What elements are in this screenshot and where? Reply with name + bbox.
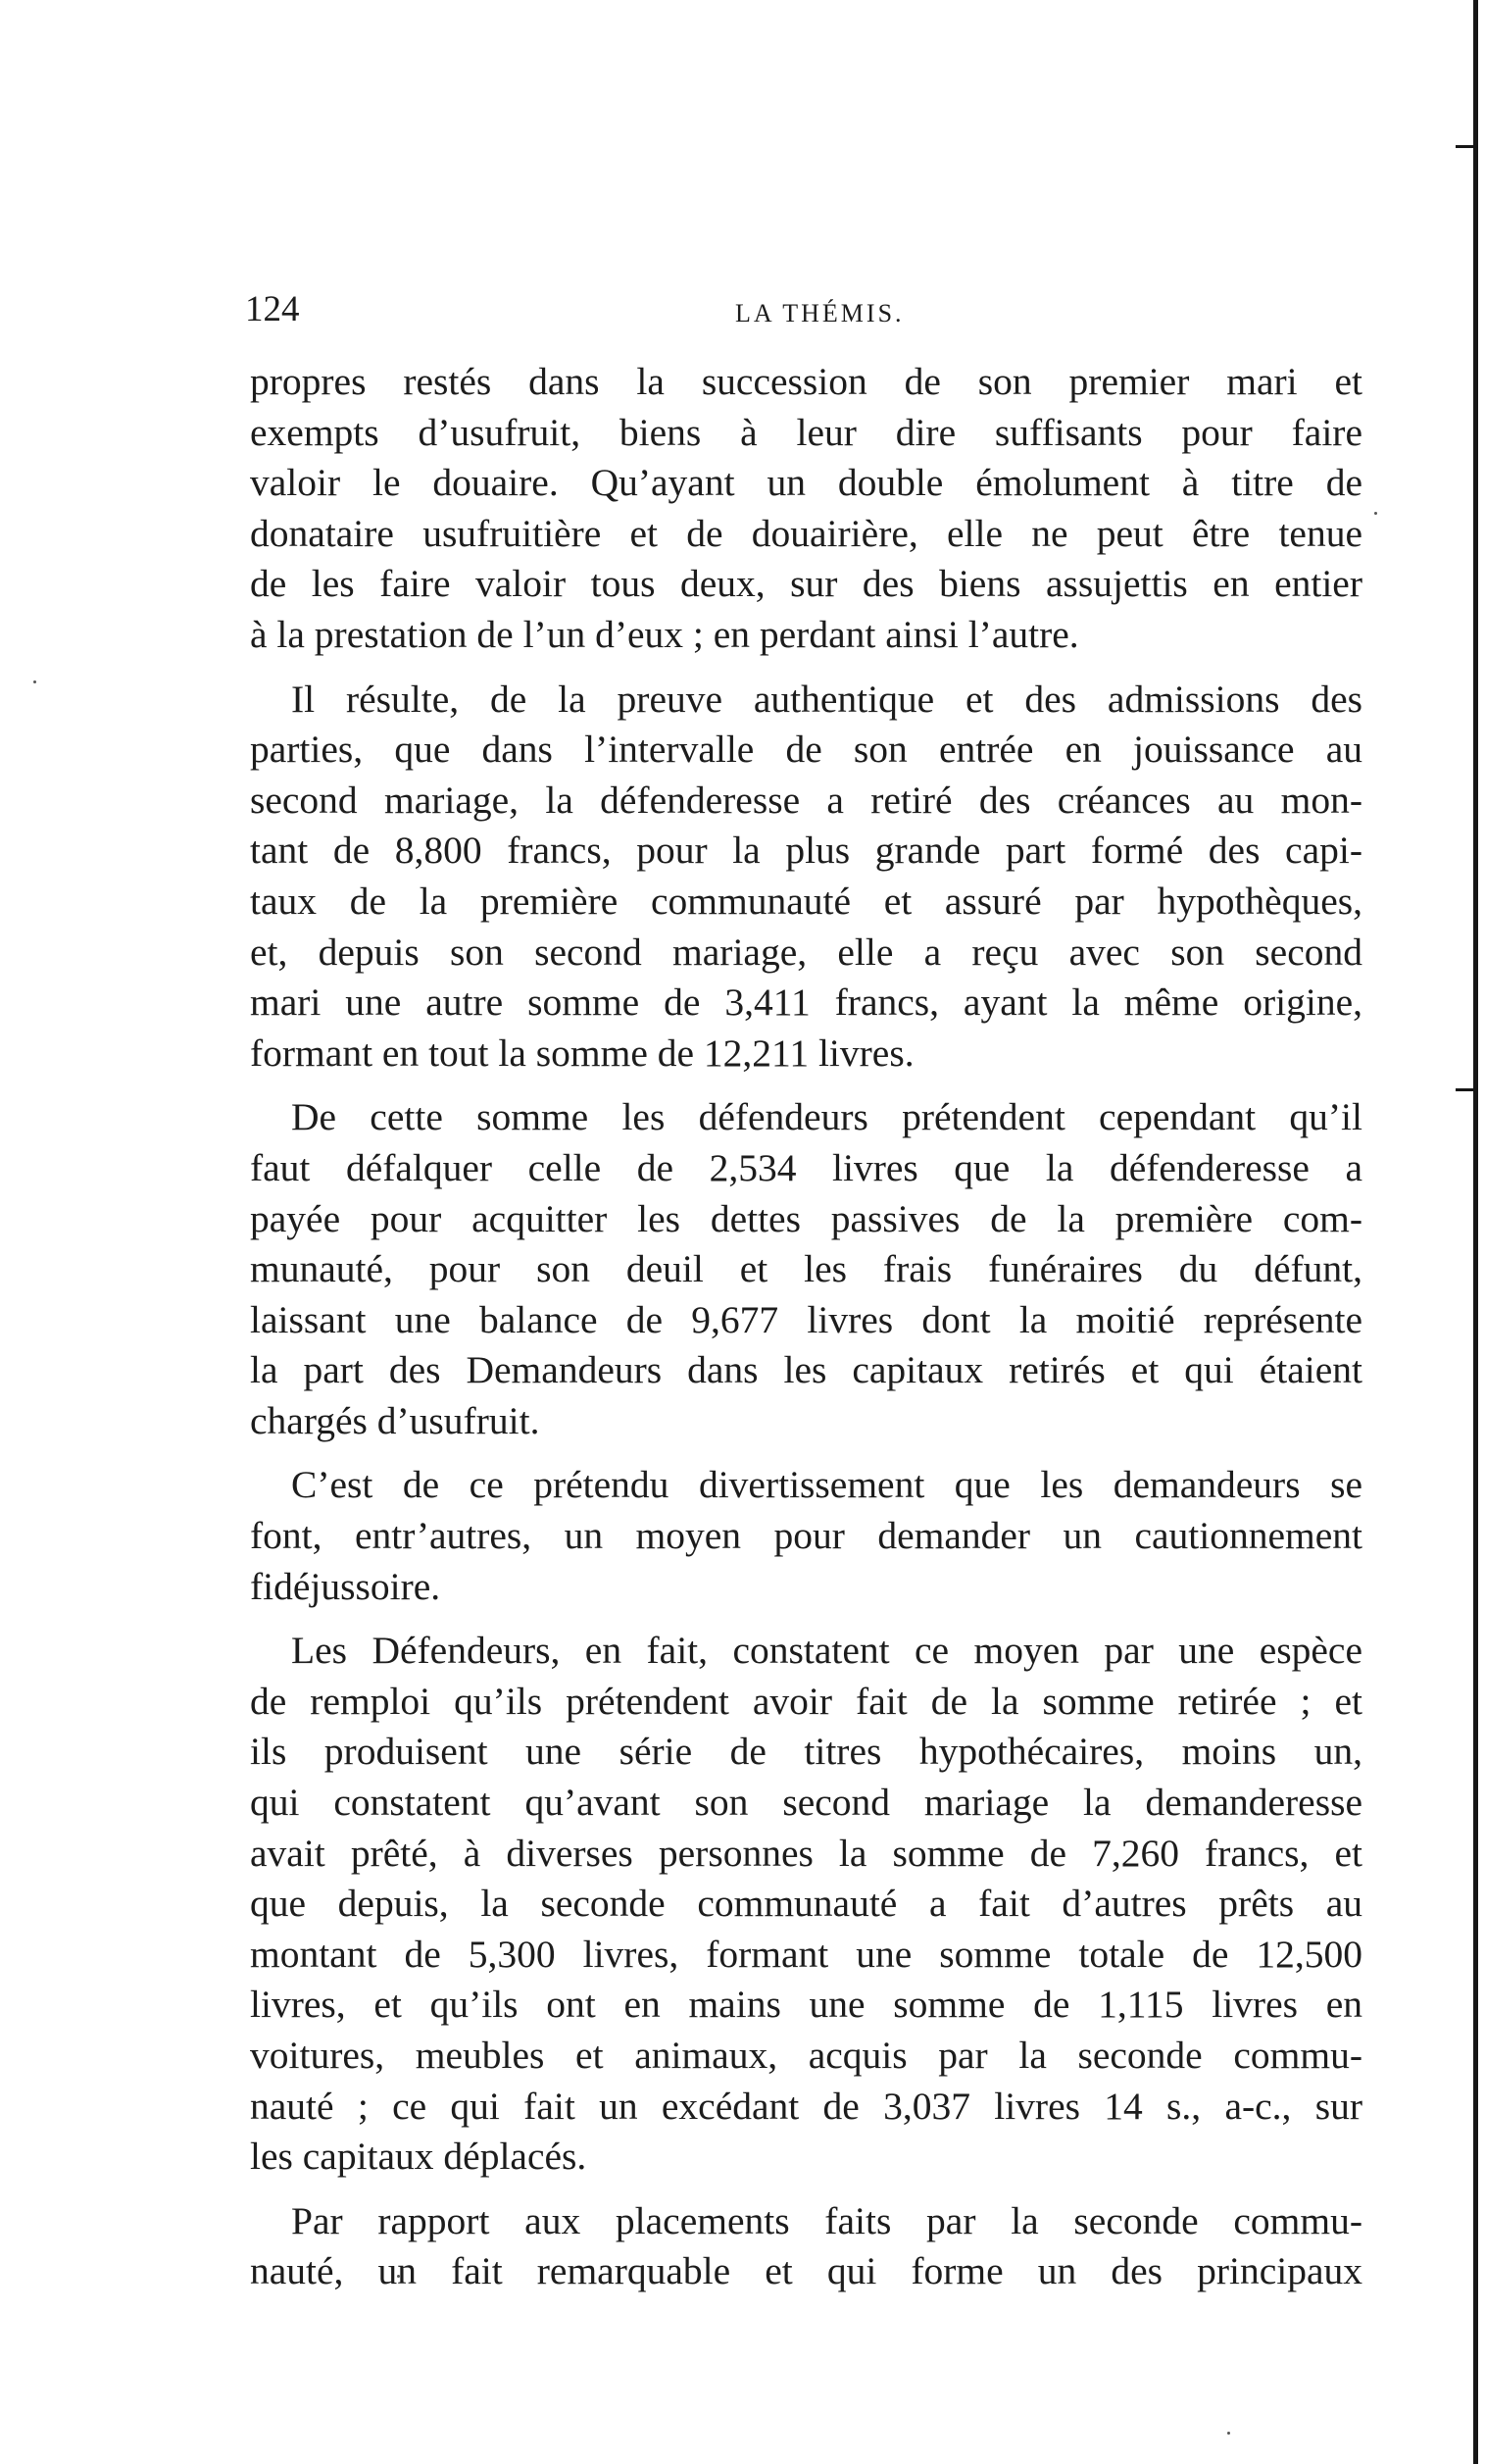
text-line: fidéjussoire.	[250, 1564, 441, 1608]
page-header	[0, 284, 1485, 335]
text-line: second mariage, la défenderesse a retiré des créances au mon-	[250, 778, 1362, 822]
body-text	[250, 357, 1362, 2297]
edge-tick-mark	[1456, 145, 1473, 148]
text-line: faut défalquer celle de 2,534 livres que la défenderesse a	[250, 1145, 1362, 1189]
text-line: chargés d’usufruit.	[250, 1398, 540, 1442]
text-line: tant de 8,800 francs, pour la plus grande part formé des capi-	[250, 829, 1362, 873]
text-line: à la prestation de l’un d’eux ; en perdant ainsi l’autre.	[250, 612, 1079, 656]
page-edge-rule	[1473, 0, 1478, 2464]
text-line: voitures, meubles et animaux, acquis par la seconde commu-	[250, 2034, 1362, 2077]
text-line: parties, que dans l’intervalle de son entrée en jouissance au	[250, 728, 1362, 772]
text-line: Les Défendeurs, en fait, constatent ce moyen par une espèce	[291, 1629, 1362, 1673]
text-line: formant en tout la somme de 12,211 livres.	[250, 1031, 915, 1075]
text-line: valoir le douaire. Qu’ayant un double émolument à titre de	[250, 461, 1362, 505]
text-line: laissant une balance de 9,677 livres dont la moitié représente	[250, 1297, 1362, 1341]
text-line: propres restés dans la succession de son premier mari et	[250, 360, 1362, 403]
text-line: les capitaux déplacés.	[250, 2135, 587, 2179]
text-line: ils produisent une série de titres hypothécaires, moins un,	[250, 1730, 1362, 1774]
text-line: qui constatent qu’avant son second mariage la demanderesse	[250, 1781, 1362, 1825]
text-line: C’est de ce prétendu divertissement que les demandeurs se	[291, 1463, 1362, 1507]
text-line: de remploi qu’ils prétendent avoir fait de la somme retirée ; et	[250, 1679, 1362, 1723]
text-line: la part des Demandeurs dans les capitaux retirés et qui étaient	[250, 1348, 1362, 1392]
stray-ink-mark	[33, 680, 36, 683]
text-line: et, depuis son second mariage, elle a reçu avec son second	[250, 930, 1362, 974]
stray-ink-mark	[1374, 512, 1377, 515]
text-line: munauté, pour son deuil et les frais funéraires du défunt,	[250, 1247, 1362, 1291]
text-line: Par rapport aux placements faits par la seconde commu-	[291, 2198, 1362, 2242]
text-line: taux de la première communauté et assuré par hypothèques,	[250, 879, 1362, 923]
text-line: font, entr’autres, un moyen pour demander un cautionnement	[250, 1514, 1362, 1558]
text-line: que depuis, la seconde communauté a fait d’autres prêts au	[250, 1882, 1362, 1926]
text-line: nauté, un fait remarquable et qui forme un des principaux	[250, 2249, 1362, 2293]
page-number: 124	[245, 289, 300, 329]
text-line: montant de 5,300 livres, formant une somme totale de 12,500	[250, 1932, 1362, 1976]
text-line: payée pour acquitter les dettes passives de la première com-	[250, 1196, 1362, 1240]
text-line: de les faire valoir tous deux, sur des biens assujettis en entier	[250, 562, 1362, 606]
text-line: mari une autre somme de 3,411 francs, ayant la même origine,	[250, 981, 1362, 1025]
text-line: donataire usufruitière et de douairière, elle ne peut être tenue	[250, 511, 1362, 555]
stray-ink-mark	[1227, 2432, 1230, 2435]
text-line: De cette somme les défendeurs prétendent cependant qu’il	[291, 1095, 1362, 1139]
text-line: exempts d’usufruit, biens à leur dire suffisants pour faire	[250, 410, 1362, 454]
text-line: livres, et qu’ils ont en mains une somme de 1,115 livres en	[250, 1983, 1362, 2027]
edge-tick-mark	[1456, 1088, 1473, 1091]
running-head: LA THÉMIS.	[735, 299, 905, 327]
text-line: avait prêté, à diverses personnes la somme de 7,260 francs, et	[250, 1831, 1362, 1875]
text-line: nauté ; ce qui fait un excédant de 3,037 livres 14 s., a-c., sur	[250, 2084, 1362, 2128]
text-line: Il résulte, de la preuve authentique et des admissions des	[291, 677, 1362, 721]
